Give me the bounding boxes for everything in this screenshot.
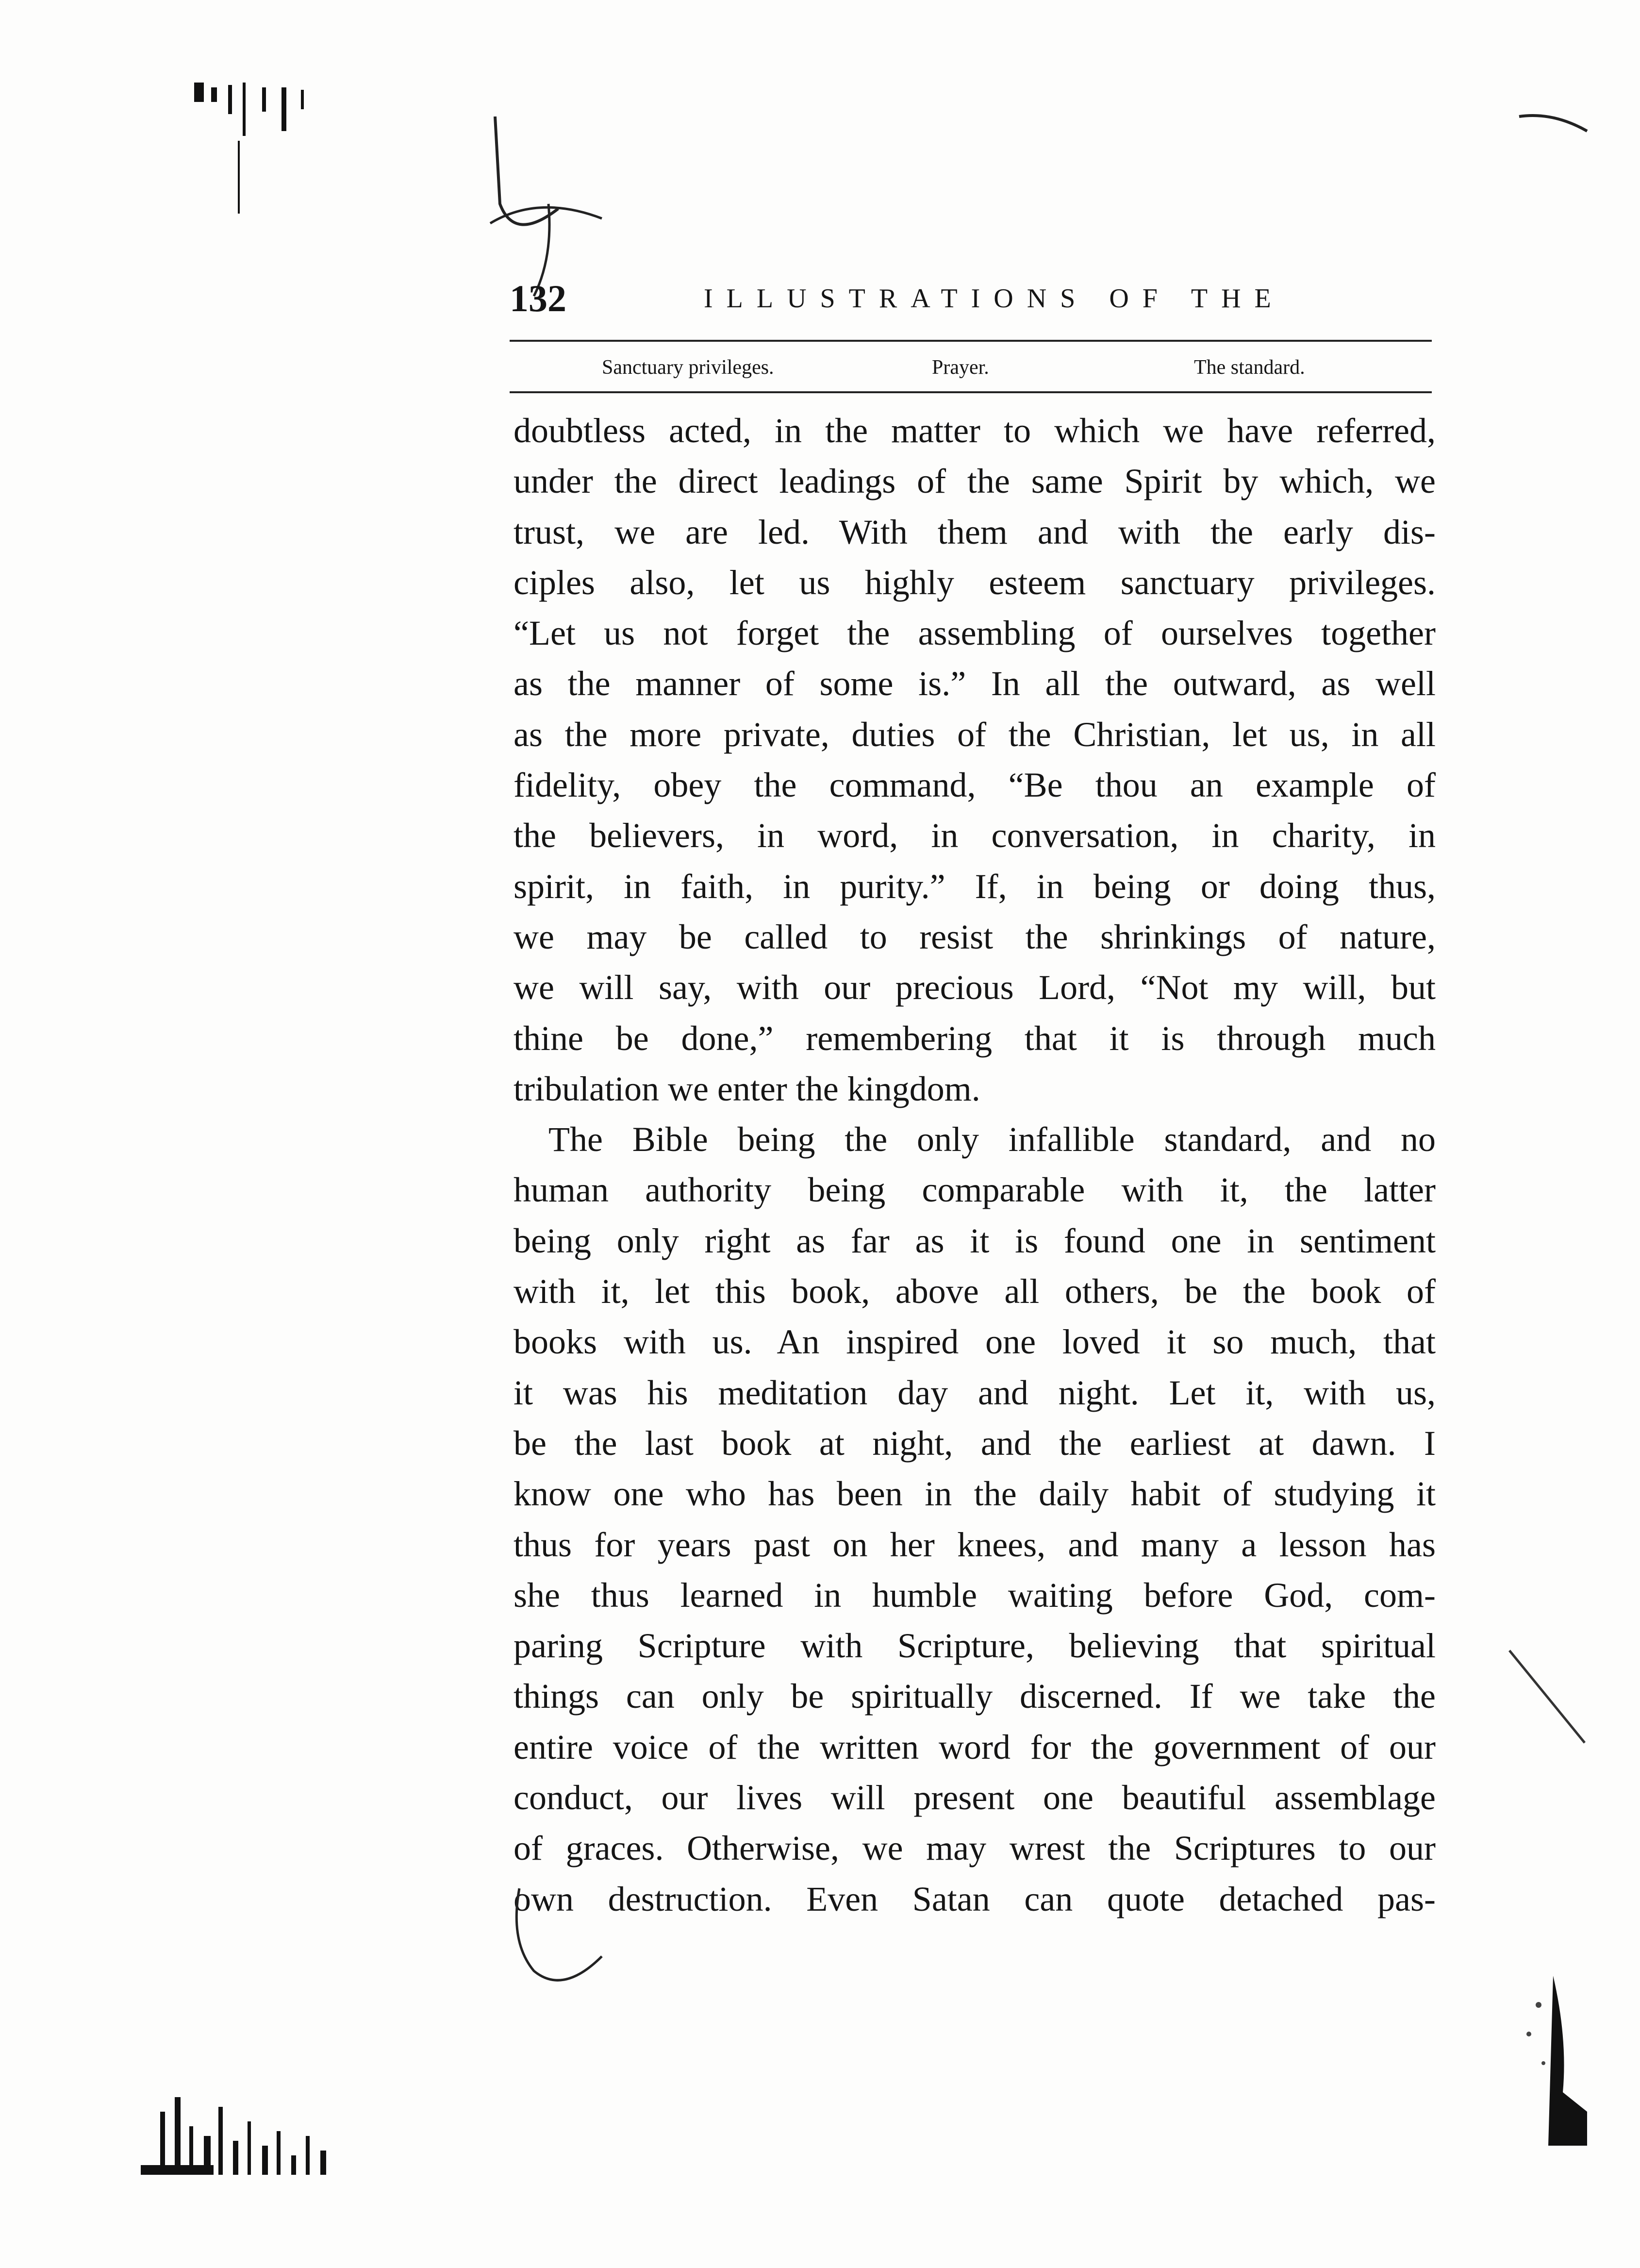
running-header xyxy=(510,277,1432,320)
text-line: the believers, in word, in conversation, in charity, in xyxy=(514,816,1436,855)
topic-prayer: Prayer. xyxy=(932,356,989,379)
text-line: as the more private, duties of the Christian, let us, in all xyxy=(514,715,1436,754)
text-line: own destruction. Even Satan can quote detached pas- xyxy=(514,1879,1436,1918)
pencil-stroke-right xyxy=(1505,1646,1592,1752)
text-line: under the direct leadings of the same Spirit by which, we xyxy=(514,462,1436,501)
scan-artifact-top-left xyxy=(184,78,359,233)
text-line: spirit, in faith, in purity.” If, in being or doing thus, xyxy=(514,867,1436,906)
page-number: 132 xyxy=(510,277,566,319)
text-line: with it, let this book, above all others, be the book of xyxy=(514,1272,1436,1311)
text-line: being only right as far as it is found one in sentiment xyxy=(514,1221,1436,1260)
text-line: thine be done,” remembering that it is through much xyxy=(514,1018,1436,1058)
text-line: entire voice of the written word for the government of our xyxy=(514,1727,1436,1767)
text-line: it was his meditation day and night. Let it, with us, xyxy=(514,1373,1436,1412)
body-text xyxy=(514,405,1436,1924)
paragraph-start-line: The Bible being the only infallible standard, and no xyxy=(548,1120,1436,1159)
text-line: books with us. An inspired one loved it so much, that xyxy=(514,1322,1436,1362)
topic-row xyxy=(510,346,1432,389)
pencil-annotation-bottom xyxy=(505,1884,621,2000)
running-title: ILLUSTRATIONS OF THE xyxy=(704,284,1285,314)
text-line: things can only be spiritually discerned. If we take the xyxy=(514,1677,1436,1716)
text-line: we may be called to resist the shrinkings of nature, xyxy=(514,917,1436,956)
text-line: trust, we are led. With them and with the early dis- xyxy=(514,512,1436,551)
text-line: of graces. Otherwise, we may wrest the Scriptures to our xyxy=(514,1829,1436,1868)
text-line: “Let us not forget the assembling of ourselves together xyxy=(514,614,1436,653)
text-line: be the last book at night, and the earliest at dawn. I xyxy=(514,1423,1436,1463)
text-line: as the manner of some is.” In all the outward, as well xyxy=(514,664,1436,703)
header-rule-bottom xyxy=(510,391,1432,393)
topic-sanctuary-privileges: Sanctuary privileges. xyxy=(602,356,774,379)
scan-artifact-right xyxy=(1495,1966,1592,2151)
text-line: ciples also, let us highly esteem sanctuary privileges. xyxy=(514,563,1436,602)
topic-the-standard: The standard. xyxy=(1194,356,1305,379)
text-line: tribulation we enter the kingdom. xyxy=(514,1069,980,1108)
text-line: human authority being comparable with it, the latter xyxy=(514,1170,1436,1210)
text-line: know one who has been in the daily habit of studying it xyxy=(514,1474,1436,1514)
text-line: paring Scripture with Scripture, believing that spiritual xyxy=(514,1626,1436,1666)
text-line: thus for years past on her knees, and many a lesson has xyxy=(514,1525,1436,1564)
scan-artifact-top-right xyxy=(1514,107,1592,146)
text-line: we will say, with our precious Lord, “Not my will, but xyxy=(514,968,1436,1007)
header-rule-top xyxy=(510,340,1432,342)
text-line: fidelity, obey the command, “Be thou an example of xyxy=(514,766,1436,805)
text-line: conduct, our lives will present one beautiful assemblage xyxy=(514,1778,1436,1818)
scan-artifact-left xyxy=(141,1990,345,2194)
text-line: she thus learned in humble waiting before God, com- xyxy=(514,1575,1436,1615)
text-line: doubtless acted, in the matter to which we have referred, xyxy=(514,411,1436,450)
